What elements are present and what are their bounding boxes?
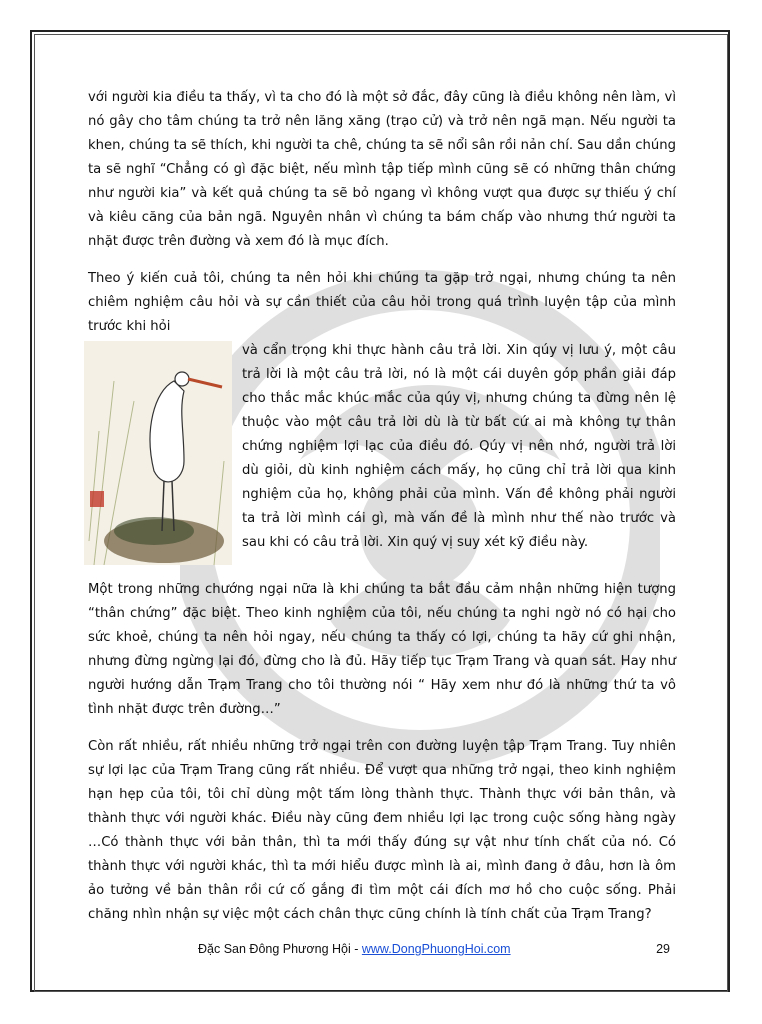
article-body xyxy=(88,86,676,940)
footer-website-link[interactable]: www.DongPhuongHoi.com xyxy=(361,942,511,956)
heron-painting xyxy=(84,341,232,565)
paragraph-4: Còn rất nhiều, rất nhiều những trở ngại trên con đường luyện tập Trạm Trang. Tuy nhiên sự lợi lạc của Trạm Trang cũng rất nhiều. Để vượt qua những trở ngại, theo kinh nghiệm hạn hẹp của tôi, tôi chỉ dùng một tấm lòng thành thực. Thành thực với bản thân, và thành thực với người khác. Điều này cũng đem nhiều lợi lạc trong cuộc sống hàng ngày …Có thành thực với bản thân, thì ta mới thấy đúng sự vật như tính chất của nó. Có thành thực với người khác, thì ta mới hiểu được mình là ai, mình đang ở đâu, hơn là ôm ảo tưởng về bản thân rồi cứ cố gắng đi tìm một cái đích mơ hồ cho cuộc sống. Phải chăng nhìn nhận sự việc một cách chân thực cũng chính là tính chất của Trạm Trang? xyxy=(88,739,676,922)
paragraph-2-block xyxy=(88,267,676,565)
page-number: 29 xyxy=(656,942,670,956)
paragraph-3: Một trong những chướng ngại nữa là khi chúng ta bắt đầu cảm nhận những hiện tượng “thân chứng” đặc biệt. Theo kinh nghiệm của tôi, nếu chúng ta nghi ngờ nó có hại cho sức khoẻ, chúng ta nên hỏi ngay, nếu chúng ta thấy có lợi, chúng ta hãy cứ ghi nhận, nhưng đừng ngừng lại đó, đừng cho là đủ. Hãy tiếp tục Trạm Trang và quan sát. Hay như người hướng dẫn Trạm Trang cho tôi thường nói “ Hãy xem như đó là những thứ ta vô tình nhặt được trên đường…” xyxy=(88,582,676,717)
footer-prefix: Đặc San Đông Phương Hội - xyxy=(198,942,362,956)
paragraph-2-continued: và cẩn trọng khi thực hành câu trả lời. Xin qúy vị lưu ý, một câu trả lời là một câu trả lời, nó là một cái duyên góp phần giải đáp cho thắc mắc khúc mắc của qúy vị, nhưng chúng ta đừng nên lệ thuộc vào một câu trả lời dù là từ bất cứ ai mà không tự thân chứng nghiệm lợi lạc của điều đó. Qúy vị nên nhớ, người trả lời dù giỏi, dù kinh nghiệm cách mấy, họ cũng chỉ trả lời qua kinh nghiệm của họ, không phải của mình. Vấn đề không phải người ta trả lời mình cái gì, mà vấn đề là mình như thế nào trước và sau khi có câu trả lời. Xin quý vị suy xét kỹ điều này. xyxy=(242,343,676,550)
paragraph-1: với người kia điều ta thấy, vì ta cho đó là một sở đắc, đây cũng là điều không nên làm, vì nó gây cho tâm chúng ta trở nên lăng xăng (trạo cử) và trở nên ngã mạn. Nếu người ta khen, chúng ta sẽ thích, khi người ta chê, chúng ta sẽ nổi sân rồi nản chí. Sau dần chúng ta sẽ nghĩ “Chẳng có gì đặc biệt, nếu mình tập tiếp mình cũng sẽ có những thân chứng như người kia” và kết quả chúng ta sẽ bỏ ngang vì không vượt qua được sự thiếu ý chí và kiêu căng của bản ngã. Nguyên nhân vì chúng ta bám chấp vào nhưng thứ người ta nhặt được trên đường và xem đó là mục đích. xyxy=(88,90,676,249)
footer-title xyxy=(198,942,511,956)
paragraph-2: Theo ý kiến cuả tôi, chúng ta nên hỏi khi chúng ta gặp trở ngại, nhưng chúng ta nên chiêm nghiệm câu hỏi và sự cần thiết của câu hỏi trong quá trình luyện tập của mình trước khi hỏi xyxy=(88,271,676,334)
